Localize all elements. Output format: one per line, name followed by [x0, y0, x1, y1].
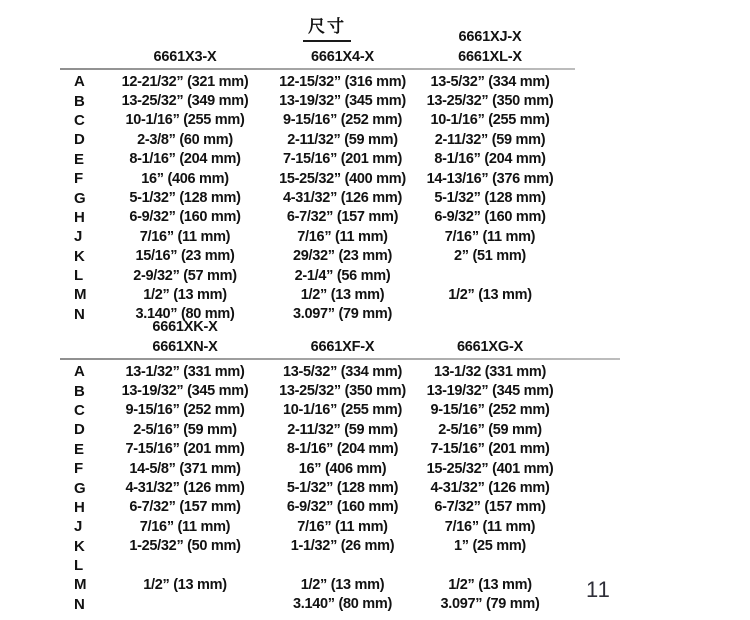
dimension-value: 13-19/32” (345 mm) — [279, 93, 406, 110]
table-row-b — [60, 91, 605, 110]
column-header-6661xk-xn — [100, 317, 270, 357]
dimension-value: 1/2” (13 mm) — [143, 286, 227, 303]
row-label: N — [74, 595, 85, 613]
dimension-value: 7/16” (11 mm) — [444, 228, 536, 245]
table-row-f — [60, 459, 605, 478]
model-label — [100, 27, 270, 47]
page-title: 尺寸 — [303, 12, 351, 42]
dimension-value: 13-1/32 (331 mm) — [433, 363, 547, 380]
dimension-value: 9-15/16” (252 mm) — [430, 402, 550, 419]
table-row-j — [60, 227, 605, 246]
dimension-value: 13-5/32” (334 mm) — [282, 363, 403, 380]
dimension-value: 13-19/32” (345 mm) — [426, 383, 554, 400]
dimension-value: 2-11/32” (59 mm) — [287, 421, 398, 438]
dimension-value: 16” (406 mm) — [298, 460, 387, 477]
table-row-l — [60, 266, 605, 285]
page-number: 11 — [586, 577, 611, 602]
table-row-k — [60, 247, 605, 266]
row-label: D — [74, 421, 85, 439]
dimension-value: 6-9/32” (160 mm) — [434, 209, 546, 226]
dimension-value: 6-7/32” (157 mm) — [434, 499, 546, 516]
row-label: E — [74, 440, 84, 458]
row-label: J — [74, 518, 83, 536]
dimension-value: 13-25/32” (350 mm) — [279, 383, 406, 400]
table-row-l — [60, 556, 605, 575]
dimension-value: 15/16” (23 mm) — [135, 248, 235, 265]
model-label — [270, 27, 415, 47]
row-label: H — [74, 498, 85, 516]
dimension-value: 12-21/32” (321 mm) — [121, 73, 249, 90]
dimension-value: 7/16” (11 mm) — [139, 228, 231, 245]
dimension-value: 7-15/16” (201 mm) — [125, 441, 245, 458]
header-rule — [60, 68, 575, 70]
table-row-c — [60, 111, 605, 130]
model-label — [270, 317, 415, 337]
dimension-value: 15-25/32” (400 mm) — [279, 170, 406, 187]
dimension-value: 3.140” (80 mm) — [135, 306, 235, 323]
table-row-n — [60, 595, 605, 614]
model-label: 6661X4-X — [311, 49, 374, 65]
dimension-value: 2-11/32” (59 mm) — [287, 131, 398, 148]
model-label: 6661XN-X — [152, 339, 218, 355]
row-label: G — [74, 479, 86, 497]
row-label: J — [74, 228, 83, 246]
dimension-value: 5-1/32” (128 mm) — [434, 190, 546, 207]
row-label: F — [74, 170, 83, 188]
row-label: A — [74, 73, 85, 91]
column-header-6661x4 — [270, 27, 415, 67]
dimension-value: 1/2” (13 mm) — [300, 286, 385, 303]
dimension-value: 13-5/32” (334 mm) — [430, 73, 550, 90]
row-label: M — [74, 576, 87, 594]
table-row-j — [60, 517, 605, 536]
table-row-a — [60, 362, 605, 381]
table-row-h — [60, 208, 605, 227]
model-label: 6661XJ-X — [458, 29, 522, 45]
table-row-b — [60, 381, 605, 400]
dimension-value: 4-31/32” (126 mm) — [282, 190, 403, 207]
row-label: N — [74, 305, 85, 323]
dimension-value: 7/16” (11 mm) — [139, 518, 231, 535]
dimension-value: 8-1/16” (204 mm) — [129, 151, 241, 168]
table-row-g — [60, 478, 605, 497]
dimension-value: 29/32” (23 mm) — [293, 248, 392, 265]
dimension-value: 2-5/16” (59 mm) — [438, 421, 542, 438]
dimension-value: 7/16” (11 mm) — [297, 518, 388, 535]
dimension-value: 6-9/32” (160 mm) — [286, 499, 399, 516]
table-row-c — [60, 401, 605, 420]
table-row-e — [60, 150, 605, 169]
model-label: 6661XF-X — [310, 339, 375, 355]
row-label: L — [74, 267, 83, 285]
model-label: 6661XK-X — [152, 319, 218, 335]
column-header-6661xg — [415, 317, 565, 357]
dimension-value: 1/2” (13 mm) — [448, 576, 532, 593]
dimension-value: 6-7/32” (157 mm) — [286, 209, 399, 226]
dimension-value: 6-9/32” (160 mm) — [129, 209, 241, 226]
dimension-value: 2-1/4” (56 mm) — [294, 267, 391, 284]
model-label: 6661XL-X — [458, 49, 522, 65]
table-1-header — [60, 27, 605, 67]
dimension-value: 7/16” (11 mm) — [297, 228, 388, 245]
dimension-value: 1-25/32” (50 mm) — [129, 538, 241, 555]
column-header-6661xf — [270, 317, 415, 357]
model-label: 6661X3-X — [153, 49, 217, 65]
dimension-value: 8-1/16” (204 mm) — [434, 151, 546, 168]
dimension-value: 16” (406 mm) — [141, 170, 229, 187]
row-label: B — [74, 382, 85, 400]
table-row-k — [60, 537, 605, 556]
dimension-value: 1/2” (13 mm) — [300, 576, 385, 593]
header-rule — [60, 358, 620, 360]
dimension-value: 2-3/8” (60 mm) — [137, 131, 233, 148]
dimension-value: 1/2” (13 mm) — [448, 286, 532, 303]
row-label: D — [74, 131, 85, 149]
dimension-value: 3.097” (79 mm) — [440, 596, 540, 613]
row-label: C — [74, 401, 85, 419]
dimension-value: 5-1/32” (128 mm) — [286, 480, 399, 497]
dimension-value: 5-1/32” (128 mm) — [129, 190, 241, 207]
dimension-value: 2” (51 mm) — [454, 248, 526, 265]
row-label: A — [74, 363, 85, 381]
row-label: M — [74, 286, 87, 304]
dimension-value: 6-7/32” (157 mm) — [129, 499, 241, 516]
dimension-value: 12-15/32” (316 mm) — [279, 73, 406, 90]
table-row-e — [60, 440, 605, 459]
table-2-header — [60, 317, 605, 357]
table-row-h — [60, 498, 605, 517]
table-row-m — [60, 575, 605, 594]
row-label: G — [74, 189, 86, 207]
dimension-value: 2-5/16” (59 mm) — [133, 421, 237, 438]
dimension-value: 1-1/32” (26 mm) — [290, 538, 395, 555]
row-label: F — [74, 460, 83, 478]
table-row-d — [60, 130, 605, 149]
dimension-value: 9-15/16” (252 mm) — [125, 402, 245, 419]
row-label: H — [74, 208, 85, 226]
dimension-value: 15-25/32” (401 mm) — [426, 460, 554, 477]
dimensions-table-1 — [60, 27, 605, 324]
table-row-g — [60, 188, 605, 207]
dimension-value: 13-25/32” (349 mm) — [121, 93, 249, 110]
dimension-value: 10-1/16” (255 mm) — [282, 402, 403, 419]
dimension-value: 2-9/32” (57 mm) — [133, 267, 237, 284]
column-header-6661x3 — [100, 27, 270, 67]
dimension-value: 1” (25 mm) — [454, 538, 526, 555]
model-label — [415, 317, 565, 337]
dimension-value: 3.097” (79 mm) — [293, 306, 392, 323]
table-row-d — [60, 420, 605, 439]
table-row-a — [60, 72, 605, 91]
dimension-value: 1/2” (13 mm) — [143, 576, 227, 593]
table-row-m — [60, 285, 605, 304]
row-label: K — [74, 247, 85, 265]
table-row-f — [60, 169, 605, 188]
dimension-value: 4-31/32” (126 mm) — [125, 480, 245, 497]
column-header-6661xj-xl — [415, 27, 565, 67]
row-label: E — [74, 150, 84, 168]
dimension-value: 7/16” (11 mm) — [444, 518, 536, 535]
dimension-value: 13-25/32” (350 mm) — [426, 93, 554, 110]
dimension-value: 2-11/32” (59 mm) — [434, 131, 546, 148]
dimension-value: 14-13/16” (376 mm) — [426, 170, 554, 187]
dimension-value: 8-1/16” (204 mm) — [286, 441, 399, 458]
dimension-value: 4-31/32” (126 mm) — [430, 480, 550, 497]
dimension-value: 10-1/16” (255 mm) — [430, 112, 550, 129]
dimension-value: 10-1/16” (255 mm) — [125, 112, 245, 129]
row-label: B — [74, 92, 85, 110]
row-label: C — [74, 111, 85, 129]
dimension-value: 7-15/16” (201 mm) — [430, 441, 550, 458]
dimension-value: 7-15/16” (201 mm) — [282, 151, 403, 168]
dimension-value: 3.140” (80 mm) — [293, 596, 392, 613]
dimension-value: 13-1/32” (331 mm) — [125, 363, 245, 380]
dimension-value: 14-5/8” (371 mm) — [129, 460, 241, 477]
row-label: K — [74, 537, 85, 555]
dimensions-table-2 — [60, 317, 605, 614]
model-label: 6661XG-X — [456, 339, 524, 355]
row-label: L — [74, 557, 83, 575]
dimension-value: 13-19/32” (345 mm) — [121, 383, 249, 400]
dimension-value: 9-15/16” (252 mm) — [282, 112, 403, 129]
